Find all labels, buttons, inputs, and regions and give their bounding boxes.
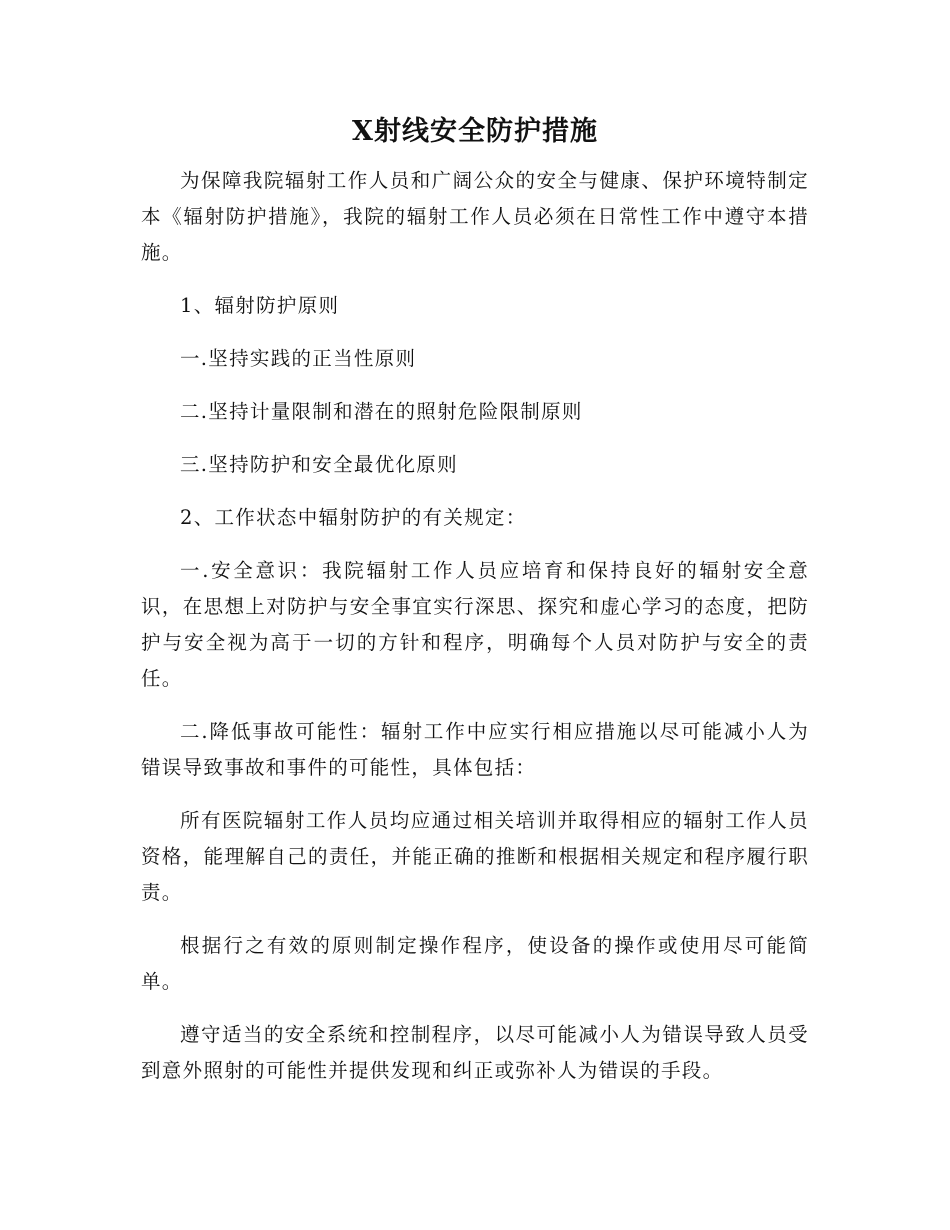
paragraph-reduce-accidents: 二.降低事故可能性：辐射工作中应实行相应措施以尽可能减小人为错误导致事故和事件的可能性，具体包括： xyxy=(141,720,809,779)
document-title: X射线安全防护措施 xyxy=(352,116,598,147)
paragraph-safety-systems: 遵守适当的安全系统和控制程序，以尽可能减小人为错误导致人员受到意外照射的可能性并提供发现和纠正或弥补人为错误的手段。 xyxy=(141,1023,809,1082)
paragraph-intro: 为保障我院辐射工作人员和广阔公众的安全与健康、保护环境特制定本《辐射防护措施》，我院的辐射工作人员必须在日常性工作中遵守本措施。 xyxy=(141,169,809,264)
paragraph-section-1-heading: 1、辐射防护原则 xyxy=(180,294,340,317)
document-body xyxy=(141,163,809,1106)
paragraph-safety-awareness: 一.安全意识：我院辐射工作人员应培育和保持良好的辐射安全意识，在思想上对防护与安全事宜实行深思、探究和虚心学习的态度，把防护与安全视为高于一切的方针和程序，明确每个人员对防护与安全的责任。 xyxy=(141,559,809,690)
paragraph-procedures: 根据行之有效的原则制定操作程序，使设备的操作或使用尽可能简单。 xyxy=(141,934,809,993)
paragraph-principle-3: 三.坚持防护和安全最优化原则 xyxy=(180,453,458,476)
paragraph-principle-2: 二.坚持计量限制和潜在的照射危险限制原则 xyxy=(180,400,583,423)
paragraph-section-2-heading: 2、工作状态中辐射防护的有关规定： xyxy=(180,506,527,529)
paragraph-principle-1: 一.坚持实践的正当性原则 xyxy=(180,347,417,370)
paragraph-training: 所有医院辐射工作人员均应通过相关培训并取得相应的辐射工作人员资格，能理解自己的责任，并能正确的推断和根据相关规定和程序履行职责。 xyxy=(141,809,809,904)
